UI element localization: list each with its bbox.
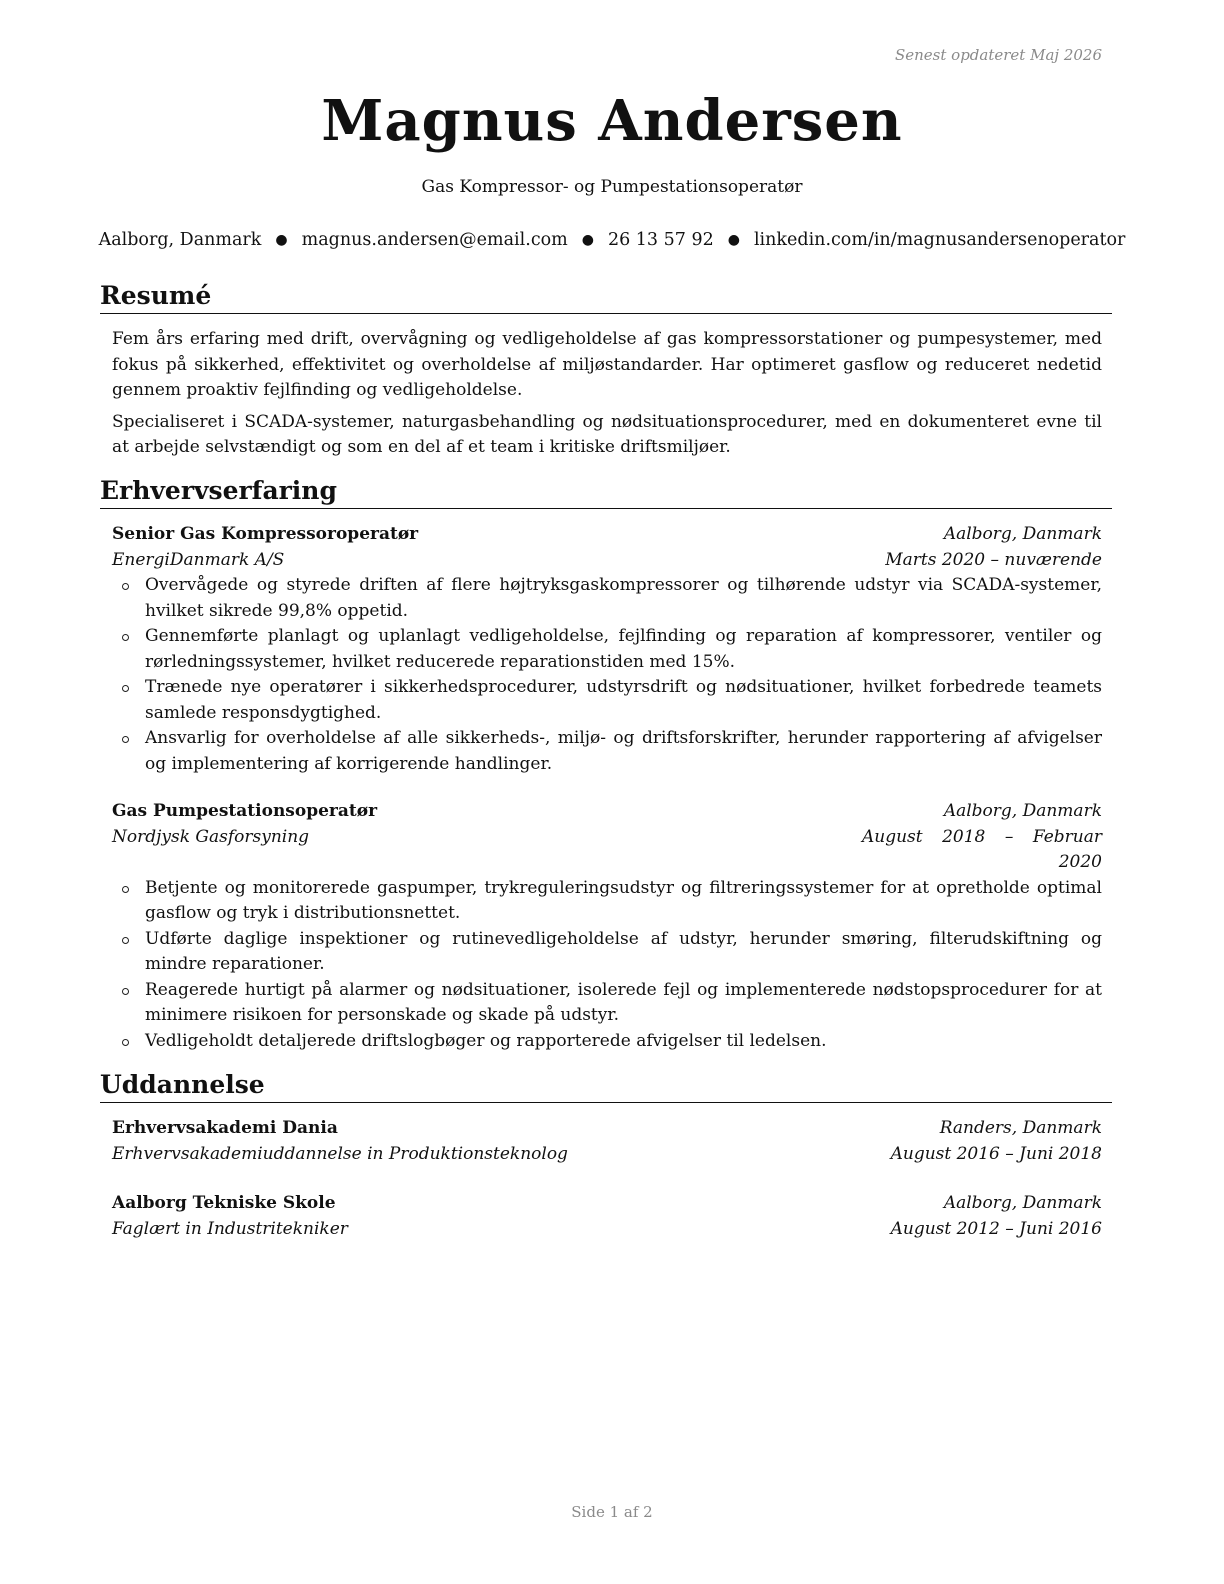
bullet-separator-icon: ● — [581, 232, 594, 248]
circle-bullet-icon — [122, 634, 129, 641]
job-entry — [112, 522, 1102, 777]
school-location: Aalborg, Danmark — [943, 1193, 1102, 1213]
section-heading-education: Uddannelse — [100, 1069, 1112, 1103]
circle-bullet-icon — [122, 1039, 129, 1046]
list-item: Reagerede hurtigt på alarmer og nødsituationer, isolerede fejl og implementerede nødstopsprocedurer for at minimere risikoen for personskade og skade på udstyr. — [112, 978, 1102, 1029]
job-entry — [112, 799, 1102, 1054]
section-heading-experience: Erhvervserfaring — [100, 475, 1112, 509]
page-number: Side 1 af 2 — [571, 1503, 653, 1521]
job-dates: Marts 2020 – nuværende — [885, 549, 1102, 570]
job-title: Gas Pumpestationsoperatør — [112, 801, 378, 821]
company-name: EnergiDanmark A/S — [112, 549, 285, 570]
last-updated: Senest opdateret Maj 2026 — [894, 46, 1102, 64]
school-name: Erhvervsakademi Dania — [112, 1118, 338, 1138]
summary-paragraph: Fem års erfaring med drift, overvågning og vedligeholdelse af gas kompressorstationer og pumpesystemer, med fokus på sikkerhed, effektivitet og overholdelse af miljøstandarder. Har optimeret gasflow og reduceret nedetid gennem proaktiv fejlfinding og vedligeholdelse. — [112, 329, 1102, 400]
contact-linkedin[interactable]: linkedin.com/in/magnusandersenoperator — [753, 230, 1126, 250]
job-dates: August 2018 – Februar 2020 — [862, 826, 1102, 872]
education-dates: August 2012 – Juni 2016 — [890, 1218, 1102, 1239]
contact-phone[interactable]: 26 13 57 92 — [607, 230, 714, 250]
contact-email[interactable]: magnus.andersen@email.com — [301, 230, 568, 250]
education-dates: August 2016 – Juni 2018 — [890, 1143, 1102, 1164]
list-item: Ansvarlig for overholdelse af alle sikkerheds-, miljø- og driftsforskrifter, herunder rapportering af afvigelser og implementering af korrigerende handlinger. — [112, 726, 1102, 777]
contact-location: Aalborg, Danmark — [98, 230, 262, 250]
job-title: Gas Kompressor- og Pumpestationsoperatør — [421, 177, 803, 197]
circle-bullet-icon — [122, 937, 129, 944]
summary-section — [100, 280, 1112, 461]
school-location: Randers, Danmark — [939, 1118, 1102, 1138]
school-name: Aalborg Tekniske Skole — [112, 1193, 336, 1213]
list-item: Trænede nye operatører i sikkerhedsprocedurer, udstyrsdrift og nødsituationer, hvilket forbedrede teamets samlede responsdygtighed. — [112, 675, 1102, 726]
job-bullets — [112, 573, 1102, 777]
list-item: Gennemførte planlagt og uplanlagt vedligeholdelse, fejlfinding og reparation af kompressorer, ventiler og rørledningssystemer, hvilket reducerede reparationstiden med 15%. — [112, 624, 1102, 675]
list-item: Overvågede og styrede driften af flere højtryksgaskompressorer og tilhørende udstyr via SCADA-systemer, hvilket sikrede 99,8% oppetid. — [112, 573, 1102, 624]
circle-bullet-icon — [122, 583, 129, 590]
degree: Erhvervsakademiuddannelse in Produktionsteknolog — [112, 1143, 568, 1164]
list-item: Udførte daglige inspektioner og rutinevedligeholdelse af udstyr, herunder smøring, filterudskiftning og mindre reparationer. — [112, 927, 1102, 978]
circle-bullet-icon — [122, 736, 129, 743]
circle-bullet-icon — [122, 886, 129, 893]
candidate-name: Magnus Andersen — [321, 88, 903, 154]
bullet-separator-icon: ● — [727, 232, 740, 248]
job-title: Senior Gas Kompressoroperatør — [112, 524, 419, 544]
job-bullets — [112, 876, 1102, 1055]
experience-section — [100, 475, 1112, 1054]
section-heading-summary: Resumé — [100, 280, 1112, 314]
degree: Faglært in Industritekniker — [112, 1218, 348, 1239]
bullet-separator-icon: ● — [275, 232, 288, 248]
list-item: Vedligeholdt detaljerede driftslogbøger og rapporterede afvigelser til ledelsen. — [112, 1029, 1102, 1055]
education-section — [100, 1069, 1112, 1242]
circle-bullet-icon — [122, 988, 129, 995]
education-entry — [112, 1116, 1102, 1167]
summary-paragraph: Specialiseret i SCADA-systemer, naturgasbehandling og nødsituationsprocedurer, med en dokumenteret evne til at arbejde selvstændigt og som en del af et team i kritiske driftsmiljøer. — [112, 411, 1102, 457]
job-location: Aalborg, Danmark — [943, 801, 1102, 821]
education-entry — [112, 1191, 1102, 1242]
contact-line — [0, 229, 1224, 251]
list-item: Betjente og monitorerede gaspumper, trykreguleringsudstyr og filtreringssystemer for at opretholde optimal gasflow og tryk i distributionsnettet. — [112, 876, 1102, 927]
company-name: Nordjysk Gasforsyning — [112, 826, 310, 847]
circle-bullet-icon — [122, 685, 129, 692]
job-location: Aalborg, Danmark — [943, 524, 1102, 544]
